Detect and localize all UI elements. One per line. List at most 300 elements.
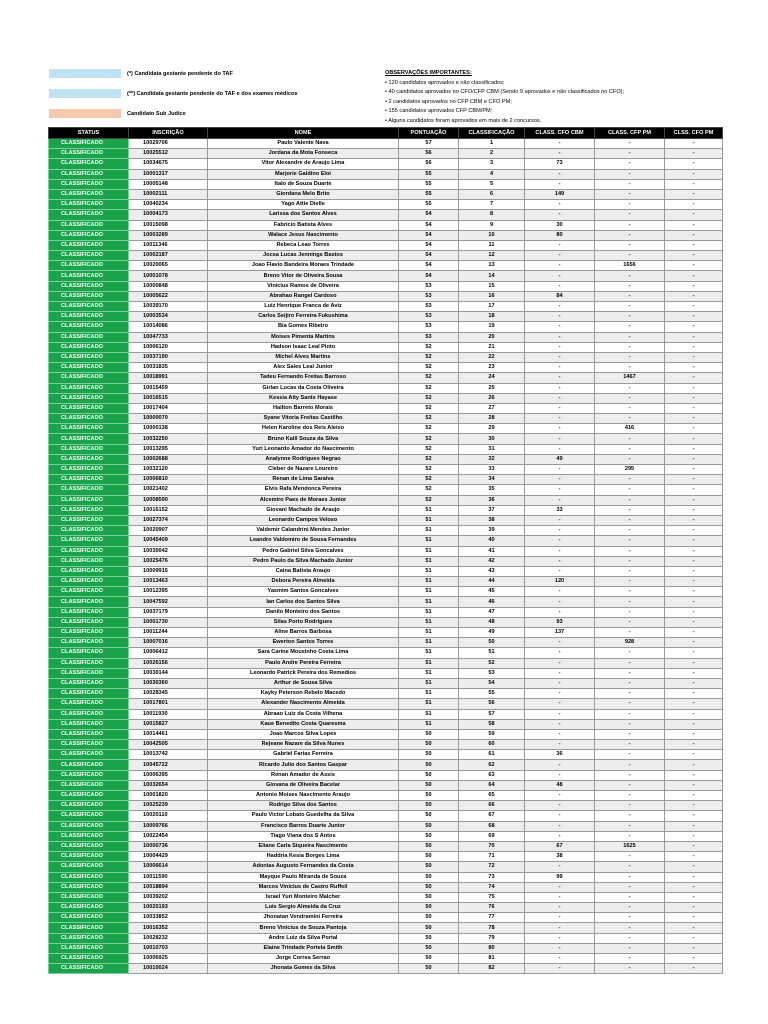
observations-title: OBSERVAÇÕES IMPORTANTES: [385,70,472,76]
class-cfp-pm-cell: - [595,434,665,444]
class-cfo-cbm-cell: - [525,913,595,923]
class-cfo-cbm-cell: - [525,383,595,393]
status-cell: CLASSIFICADO [49,740,129,750]
table-row [49,312,723,322]
table-row [49,801,723,811]
table-row [49,139,723,149]
nome-cell: Pedro Paulo da Silva Machado Junior [208,556,399,566]
inscricao-cell: 10020110 [129,811,208,821]
status-cell: CLASSIFICADO [49,821,129,831]
inscricao-cell: 10009915 [129,566,208,576]
inscricao-cell: 10010703 [129,943,208,953]
table-row [49,332,723,342]
legend-swatch [49,89,121,98]
inscricao-cell: 10047592 [129,597,208,607]
table-row [49,302,723,312]
clss-cfo-pm-cell: - [665,750,723,760]
status-cell: CLASSIFICADO [49,515,129,525]
class-cfp-pm-cell: - [595,251,665,261]
pontuacao-cell: 51 [399,658,459,668]
status-cell: CLASSIFICADO [49,414,129,424]
table-row [49,923,723,933]
class-cfo-cbm-cell: - [525,526,595,536]
nome-cell: Eliane Carla Siqueira Nascimento [208,841,399,851]
pontuacao-cell: 50 [399,821,459,831]
status-cell: CLASSIFICADO [49,444,129,454]
classificacao-cell: 74 [459,882,525,892]
nome-cell: Fabricio Batista Alves [208,220,399,230]
results-table-body [49,139,723,974]
class-cfp-pm-cell: - [595,475,665,485]
status-cell: CLASSIFICADO [49,169,129,179]
class-cfp-pm-cell: - [595,648,665,658]
table-row [49,149,723,159]
classificacao-cell: 10 [459,230,525,240]
pontuacao-cell: 52 [399,373,459,383]
inscricao-cell: 10001820 [129,791,208,801]
class-cfo-cbm-cell: 73 [525,159,595,169]
table-row [49,831,723,841]
table-row [49,852,723,862]
nome-cell: Kaue Benedito Costa Quaresma [208,719,399,729]
inscricao-cell: 10018991 [129,373,208,383]
status-cell: CLASSIFICADO [49,291,129,301]
pontuacao-cell: 50 [399,791,459,801]
class-cfo-cbm-cell: - [525,903,595,913]
status-cell: CLASSIFICADO [49,536,129,546]
status-cell: CLASSIFICADO [49,638,129,648]
class-cfp-pm-cell: - [595,536,665,546]
classificacao-cell: 33 [459,465,525,475]
classificacao-cell: 57 [459,709,525,719]
inscricao-cell: 10018894 [129,882,208,892]
clss-cfo-pm-cell: - [665,312,723,322]
class-cfo-cbm-cell: - [525,485,595,495]
table-row [49,495,723,505]
pontuacao-cell: 51 [399,546,459,556]
clss-cfo-pm-cell: - [665,556,723,566]
classificacao-cell: 59 [459,729,525,739]
nome-cell: Helen Karoline dos Reis Aleixo [208,424,399,434]
classificacao-cell: 38 [459,515,525,525]
class-cfo-cbm-cell: - [525,342,595,352]
status-cell: CLASSIFICADO [49,393,129,403]
nome-cell: Renan de Lima Saraiva [208,475,399,485]
class-cfo-cbm-cell: - [525,933,595,943]
status-cell: CLASSIFICADO [49,465,129,475]
class-cfp-pm-cell: - [595,393,665,403]
class-cfp-pm-cell: - [595,821,665,831]
class-cfp-pm-cell: - [595,556,665,566]
status-cell: CLASSIFICADO [49,913,129,923]
class-cfo-cbm-cell: - [525,312,595,322]
clss-cfo-pm-cell: - [665,373,723,383]
classificacao-cell: 64 [459,780,525,790]
inscricao-cell: 10001078 [129,271,208,281]
nome-cell: Jorge Correa Serrao [208,954,399,964]
inscricao-cell: 10031835 [129,363,208,373]
table-row [49,291,723,301]
status-cell: CLASSIFICADO [49,607,129,617]
inscricao-cell: 10042505 [129,740,208,750]
class-cfo-cbm-cell: - [525,403,595,413]
table-row [49,485,723,495]
table-row [49,587,723,597]
nome-cell: Luis Sergio Almeida da Cruz [208,903,399,913]
class-cfp-pm-cell: - [595,923,665,933]
classificacao-cell: 18 [459,312,525,322]
nome-cell: Francisco Barros Duarte Junior [208,821,399,831]
table-row [49,281,723,291]
nome-cell: Vitor Alexandre de Araujo Lima [208,159,399,169]
status-cell: CLASSIFICADO [49,556,129,566]
pontuacao-cell: 50 [399,872,459,882]
nome-cell: Luiz Henrique Franca de Aviz [208,302,399,312]
classificacao-cell: 26 [459,393,525,403]
inscricao-cell: 10020193 [129,903,208,913]
clss-cfo-pm-cell: - [665,964,723,974]
class-cfp-pm-cell: - [595,179,665,189]
inscricao-cell: 10006412 [129,648,208,658]
header-pontuacao[interactable]: PONTUAÇÃO [399,128,459,139]
class-cfp-pm-cell: - [595,750,665,760]
pontuacao-cell: 50 [399,729,459,739]
table-row [49,862,723,872]
class-cfp-pm-cell: - [595,505,665,515]
class-cfp-pm-cell: - [595,831,665,841]
class-cfp-pm-cell: 1656 [595,261,665,271]
table-row [49,403,723,413]
classificacao-cell: 2 [459,149,525,159]
pontuacao-cell: 51 [399,617,459,627]
table-row [49,882,723,892]
status-cell: CLASSIFICADO [49,658,129,668]
classificacao-cell: 56 [459,699,525,709]
clss-cfo-pm-cell: - [665,393,723,403]
status-cell: CLASSIFICADO [49,352,129,362]
clss-cfo-pm-cell: - [665,801,723,811]
nome-cell: Larissa dos Santos Alves [208,210,399,220]
classificacao-cell: 40 [459,536,525,546]
pontuacao-cell: 55 [399,200,459,210]
class-cfp-pm-cell: - [595,485,665,495]
status-cell: CLASSIFICADO [49,801,129,811]
pontuacao-cell: 51 [399,587,459,597]
class-cfp-pm-cell: - [595,872,665,882]
class-cfp-pm-cell: - [595,577,665,587]
clss-cfo-pm-cell: - [665,760,723,770]
table-row [49,465,723,475]
clss-cfo-pm-cell: - [665,668,723,678]
nome-cell: Rejeane Nazare da Silva Nunes [208,740,399,750]
table-row [49,913,723,923]
clss-cfo-pm-cell: - [665,546,723,556]
class-cfo-cbm-cell: - [525,678,595,688]
clss-cfo-pm-cell: - [665,363,723,373]
table-row [49,821,723,831]
clss-cfo-pm-cell: - [665,220,723,230]
pontuacao-cell: 52 [399,495,459,505]
class-cfo-cbm-cell: - [525,393,595,403]
class-cfo-cbm-cell: - [525,373,595,383]
nome-cell: Renan Amador de Assis [208,770,399,780]
pontuacao-cell: 53 [399,281,459,291]
table-row [49,210,723,220]
classificacao-cell: 50 [459,638,525,648]
classificacao-cell: 37 [459,505,525,515]
inscricao-cell: 10037190 [129,352,208,362]
class-cfo-cbm-cell: - [525,149,595,159]
inscricao-cell: 10015827 [129,719,208,729]
class-cfo-cbm-cell: - [525,831,595,841]
class-cfp-pm-cell: - [595,740,665,750]
pontuacao-cell: 52 [399,403,459,413]
class-cfp-pm-cell: - [595,526,665,536]
clss-cfo-pm-cell: - [665,862,723,872]
clss-cfo-pm-cell: - [665,719,723,729]
pontuacao-cell: 51 [399,526,459,536]
classificacao-cell: 34 [459,475,525,485]
pontuacao-cell: 52 [399,475,459,485]
nome-cell: Kayky Peterson Rebelo Macedo [208,689,399,699]
clss-cfo-pm-cell: - [665,403,723,413]
classificacao-cell: 23 [459,363,525,373]
class-cfp-pm-cell: - [595,597,665,607]
clss-cfo-pm-cell: - [665,139,723,149]
header-class-cfo-cbm[interactable]: CLASS. CFO CBM [525,128,595,139]
clss-cfo-pm-cell: - [665,149,723,159]
class-cfo-cbm-cell: - [525,515,595,525]
clss-cfo-pm-cell: - [665,597,723,607]
class-cfp-pm-cell: - [595,689,665,699]
header-nome[interactable]: NOME [208,128,399,139]
clss-cfo-pm-cell: - [665,281,723,291]
class-cfp-pm-cell: - [595,913,665,923]
inscricao-cell: 10007016 [129,638,208,648]
pontuacao-cell: 52 [399,363,459,373]
classificacao-cell: 79 [459,933,525,943]
status-cell: CLASSIFICADO [49,302,129,312]
classificacao-cell: 35 [459,485,525,495]
results-table [48,127,723,974]
table-row [49,740,723,750]
nome-cell: Giordana Melo Brito [208,189,399,199]
table-row [49,393,723,403]
nome-cell: Kessia Aity Sants Hayase [208,393,399,403]
inscricao-cell: 10017404 [129,403,208,413]
classificacao-cell: 6 [459,189,525,199]
pontuacao-cell: 50 [399,770,459,780]
class-cfo-cbm-cell: - [525,770,595,780]
class-cfp-pm-cell: - [595,954,665,964]
status-cell: CLASSIFICADO [49,892,129,902]
pontuacao-cell: 53 [399,332,459,342]
pontuacao-cell: 56 [399,159,459,169]
nome-cell: Alexander Nascimento Almeida [208,699,399,709]
table-row [49,719,723,729]
nome-cell: Giovana de Oliveira Bacelar [208,780,399,790]
inscricao-cell: 10014461 [129,729,208,739]
classificacao-cell: 45 [459,587,525,597]
classificacao-cell: 51 [459,648,525,658]
class-cfp-pm-cell: - [595,383,665,393]
inscricao-cell: 10005622 [129,291,208,301]
status-cell: CLASSIFICADO [49,882,129,892]
clss-cfo-pm-cell: - [665,699,723,709]
pontuacao-cell: 56 [399,149,459,159]
inscricao-cell: 10005148 [129,179,208,189]
inscricao-cell: 10025239 [129,801,208,811]
classificacao-cell: 76 [459,903,525,913]
table-row [49,607,723,617]
pontuacao-cell: 52 [399,352,459,362]
status-cell: CLASSIFICADO [49,363,129,373]
status-cell: CLASSIFICADO [49,261,129,271]
classificacao-cell: 7 [459,200,525,210]
clss-cfo-pm-cell: - [665,770,723,780]
inscricao-cell: 10032120 [129,465,208,475]
class-cfo-cbm-cell: - [525,363,595,373]
table-row [49,383,723,393]
status-cell: CLASSIFICADO [49,220,129,230]
clss-cfo-pm-cell: - [665,882,723,892]
inscricao-cell: 10012395 [129,587,208,597]
status-cell: CLASSIFICADO [49,251,129,261]
inscricao-cell: 10030360 [129,678,208,688]
legend-label: (**) Candidata gestante pendente do TAF e dos exames médicos [127,90,298,97]
header-inscricao[interactable]: INSCRIÇÃO [129,128,208,139]
inscricao-cell: 10003289 [129,230,208,240]
pontuacao-cell: 50 [399,750,459,760]
class-cfp-pm-cell: - [595,903,665,913]
class-cfo-cbm-cell: - [525,892,595,902]
table-row [49,240,723,250]
inscricao-cell: 10033852 [129,913,208,923]
pontuacao-cell: 50 [399,892,459,902]
class-cfo-cbm-cell: - [525,729,595,739]
classificacao-cell: 14 [459,271,525,281]
class-cfp-pm-cell: - [595,882,665,892]
pontuacao-cell: 50 [399,801,459,811]
clss-cfo-pm-cell: - [665,526,723,536]
table-header-row [49,128,723,139]
table-row [49,322,723,332]
class-cfp-pm-cell: - [595,414,665,424]
class-cfo-cbm-cell: - [525,954,595,964]
nome-cell: Marcos Vinicius de Castro Ruffeil [208,882,399,892]
pontuacao-cell: 54 [399,230,459,240]
legend-item-gestante-taf [49,69,233,78]
class-cfo-cbm-cell: - [525,352,595,362]
class-cfp-pm-cell: - [595,546,665,556]
classificacao-cell: 24 [459,373,525,383]
class-cfp-pm-cell: - [595,352,665,362]
nome-cell: Leonardo Campos Veloso [208,515,399,525]
classificacao-cell: 80 [459,943,525,953]
status-cell: CLASSIFICADO [49,699,129,709]
classificacao-cell: 78 [459,923,525,933]
class-cfp-pm-cell: - [595,791,665,801]
pontuacao-cell: 55 [399,169,459,179]
inscricao-cell: 10013463 [129,577,208,587]
nome-cell: Leonardo Patrick Pereira dos Remedios [208,668,399,678]
table-row [49,872,723,882]
clss-cfo-pm-cell: - [665,210,723,220]
inscricao-cell: 10001730 [129,617,208,627]
status-cell: CLASSIFICADO [49,617,129,627]
class-cfo-cbm-cell: 80 [525,230,595,240]
nome-cell: Carlos Seijiro Ferreira Fukushima [208,312,399,322]
status-cell: CLASSIFICADO [49,373,129,383]
class-cfo-cbm-cell: 137 [525,628,595,638]
pontuacao-cell: 51 [399,689,459,699]
status-cell: CLASSIFICADO [49,546,129,556]
clss-cfo-pm-cell: - [665,505,723,515]
pontuacao-cell: 51 [399,556,459,566]
legend-swatch [49,69,121,78]
nome-cell: Bruno Kalil Souza da Silva [208,434,399,444]
class-cfo-cbm-cell: - [525,964,595,974]
clss-cfo-pm-cell: - [665,872,723,882]
pontuacao-cell: 51 [399,648,459,658]
pontuacao-cell: 52 [399,465,459,475]
table-row [49,597,723,607]
clss-cfo-pm-cell: - [665,678,723,688]
classificacao-cell: 17 [459,302,525,312]
clss-cfo-pm-cell: - [665,943,723,953]
classificacao-cell: 28 [459,414,525,424]
classificacao-cell: 42 [459,556,525,566]
clss-cfo-pm-cell: - [665,159,723,169]
status-cell: CLASSIFICADO [49,903,129,913]
clss-cfo-pm-cell: - [665,485,723,495]
pontuacao-cell: 51 [399,699,459,709]
clss-cfo-pm-cell: - [665,709,723,719]
table-row [49,271,723,281]
classificacao-cell: 68 [459,821,525,831]
class-cfp-pm-cell: 1467 [595,373,665,383]
pontuacao-cell: 50 [399,954,459,964]
table-row [49,760,723,770]
nome-cell: Girlan Lucas da Costa Oliveira [208,383,399,393]
class-cfp-pm-cell: - [595,515,665,525]
observation-item: • 2 candidatos aprovados no CFP CBM e CFO PM; [385,98,624,108]
nome-cell: Silas Porto Rodrigues [208,617,399,627]
header-status[interactable]: STATUS [49,128,129,139]
header-clss-cfo-pm[interactable]: CLSS. CFO PM [665,128,723,139]
header-classificacao[interactable]: CLASSIFICAÇÃO [459,128,525,139]
class-cfo-cbm-cell: 99 [525,872,595,882]
pontuacao-cell: 52 [399,434,459,444]
table-row [49,261,723,271]
clss-cfo-pm-cell: - [665,903,723,913]
pontuacao-cell: 57 [399,139,459,149]
table-row [49,954,723,964]
class-cfp-pm-cell: - [595,149,665,159]
classificacao-cell: 47 [459,607,525,617]
classificacao-cell: 54 [459,678,525,688]
header-class-cfp-pm[interactable]: CLASS. CFP PM [595,128,665,139]
class-cfp-pm-cell: - [595,281,665,291]
clss-cfo-pm-cell: - [665,729,723,739]
legend-swatch [49,109,121,118]
classificacao-cell: 82 [459,964,525,974]
table-row [49,577,723,587]
class-cfp-pm-cell: - [595,189,665,199]
class-cfp-pm-cell: - [595,444,665,454]
nome-cell: Alex Sales Leal Junior [208,363,399,373]
pontuacao-cell: 52 [399,485,459,495]
